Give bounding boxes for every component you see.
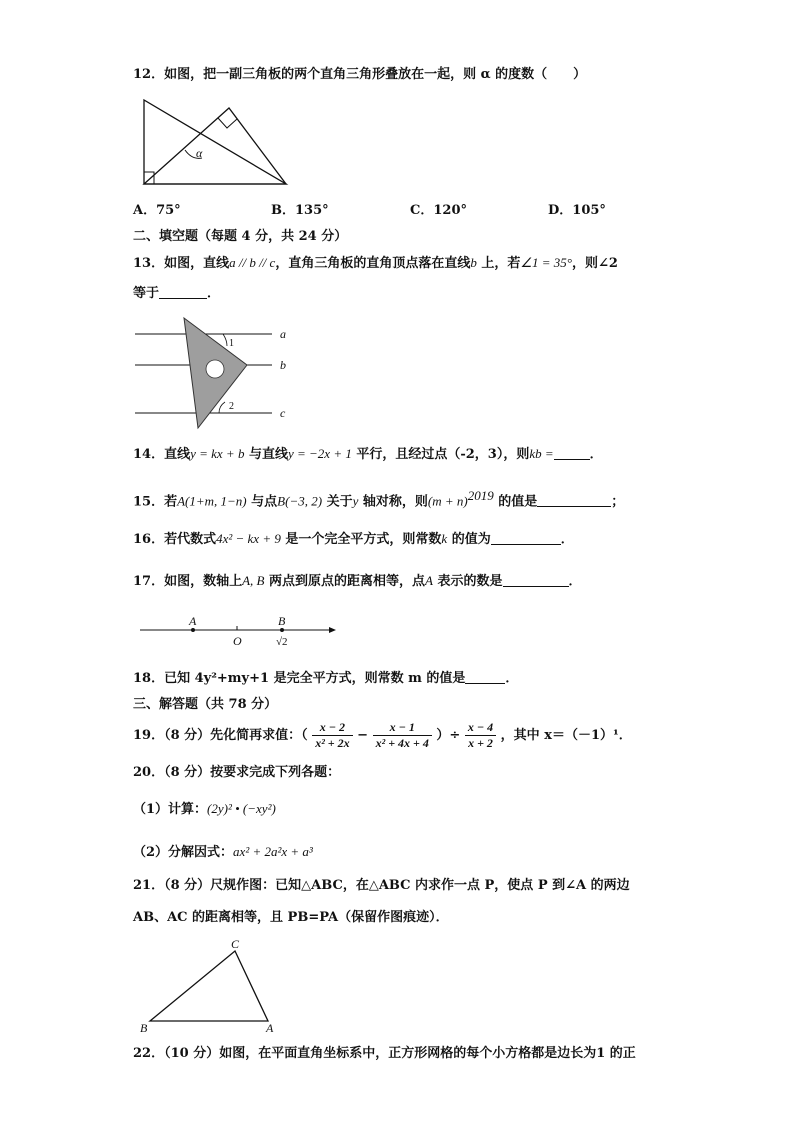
q21-line1: 21．（8 分）尺规作图：已知△ABC，在△ABC 内求作一点 P，使点 P 到∠A 的两边 [133,878,630,893]
q12-option-b: B．135° [271,203,329,218]
answer-blank [537,494,611,507]
fraction-3: $\frac{x - 4}{x + 2}$ [465,720,496,751]
q20-title: 20．（8 分）按要求完成下列各题： [133,765,341,780]
sqrt2-label: √2 [276,636,288,648]
q21-line2: AB、AC 的距离相等，且 PB=PA（保留作图痕迹）． [133,910,449,925]
q15-text: 15．若A(1+m, 1−n) 与点B(−3, 2) 关于y 轴对称，则$(m + n)^{2019}$ 的值是 ； [133,488,625,510]
q12-triangle-figure [130,100,300,190]
vertex-b-label: B [140,1021,148,1035]
angle-1-label: 1 [229,338,234,349]
q12-option-a: A．75° [133,203,181,218]
alpha-label: α [196,146,203,160]
q14-text: 14．直线y = kx + b 与直线y = −2x + 1 平行，且经过点（-2，3），则kb = ． [133,446,603,462]
answer-blank [491,532,561,545]
line-b-label: b [280,358,286,372]
q12-option-c: C．120° [410,203,467,218]
fraction-1: $\frac{x - 2}{\text{x² + 2x}}$ [312,720,352,751]
answer-blank [503,574,569,587]
section-3-heading: 三、解答题（共 78 分） [133,697,278,712]
angle-2-label: 2 [229,401,234,412]
q12-text: 12．如图，把一副三角板的两个直角三角形叠放在一起，则 α 的度数（ ） [133,67,587,82]
point-a-label: A [189,614,197,628]
vertex-c-label: C [231,937,240,951]
q12-option-d: D．105° [548,203,606,218]
q21-triangle-figure [138,938,288,1038]
vertex-a-label: A [266,1021,274,1035]
q13-parallel-lines-figure [135,318,305,430]
origin-label: O [233,634,242,648]
answer-blank [554,447,590,460]
q22-text: 22．（10 分）如图，在平面直角坐标系中，正方形网格的每个小方格都是边长为1 的正 [133,1046,636,1061]
q13-line2: 等于 ． [133,286,221,301]
q17-number-line-figure [140,615,340,651]
section-2-heading: 二、填空题（每题 4 分，共 24 分） [133,229,348,244]
q19-text: 19．（8 分）先化简再求值：（ $\frac{x - 2}{\text{x² + 2x}}$ − $\frac{x - 1}{\text{x² + 4x + 4}}$ ）÷ $\frac{x - 4}{x + 2}$ ，其中 x＝（－1）¹． [133,720,632,750]
q13-line1: 13．如图，直线a // b // c，直角三角板的直角顶点落在直线b 上，若∠1 = 35°，则∠2 [133,255,618,271]
answer-blank [465,671,505,684]
q20-part1: （1）计算：(2y)² • (−xy²) [133,801,276,817]
q20-part2: （2）分解因式：ax² + 2a²x + a³ [133,844,313,860]
answer-blank [159,286,207,299]
line-a-label: a [280,327,286,341]
line-c-label: c [280,406,286,420]
fraction-2: $\frac{x - 1}{\text{x² + 4x + 4}}$ [373,720,432,751]
point-b-label: B [278,614,286,628]
q16-text: 16．若代数式4x² − kx + 9 是一个完全平方式，则常数k 的值为 ． [133,531,574,547]
q17-text: 17．如图，数轴上A, B 两点到原点的距离相等，点A 表示的数是 ． [133,573,582,589]
q18-text: 18．已知 4y²+my+1 是完全平方式，则常数 m 的值是 ． [133,671,519,686]
